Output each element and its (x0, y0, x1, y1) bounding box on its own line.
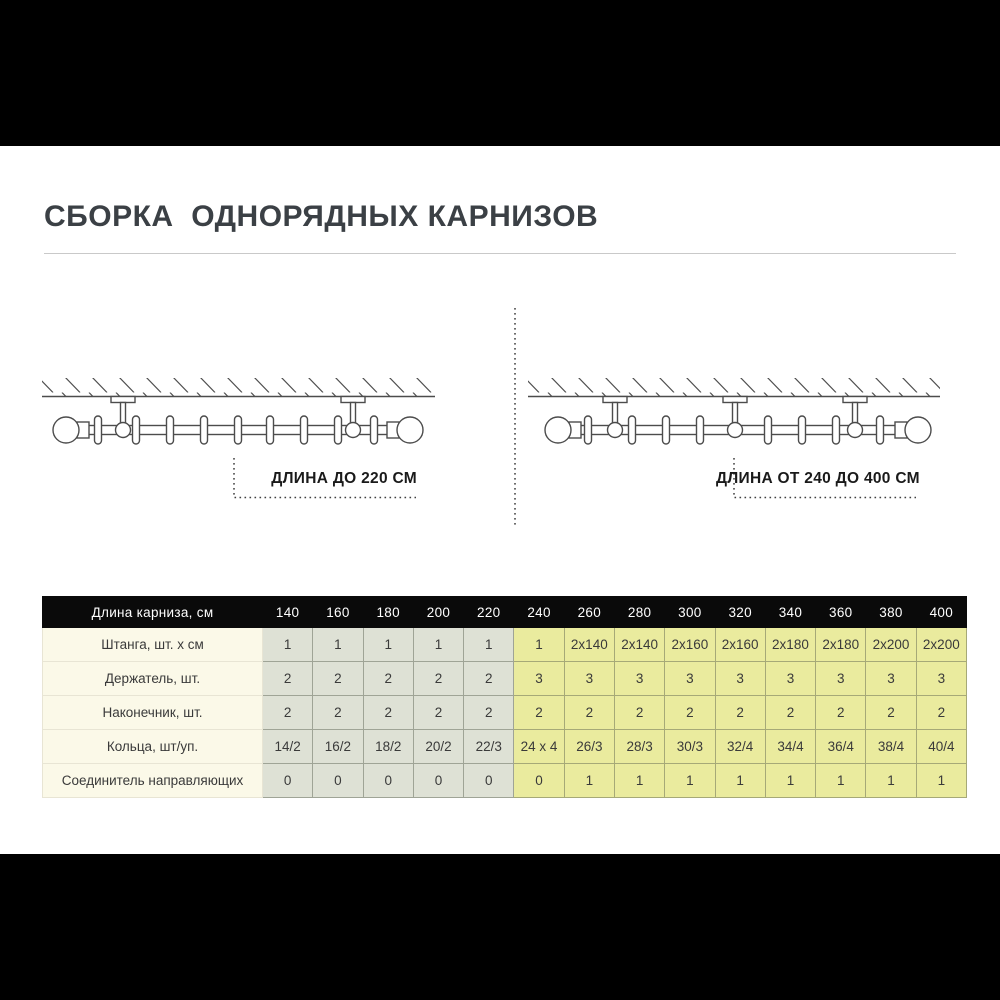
table-cell: 1 (916, 764, 966, 798)
table-cell: 2 (464, 696, 514, 730)
table-cell: 0 (514, 764, 564, 798)
table-cell: 3 (816, 662, 866, 696)
ring (201, 416, 208, 444)
table-cell: 2x160 (665, 628, 715, 662)
column-header: 360 (816, 597, 866, 628)
row-label: Кольца, шт/уп. (43, 730, 263, 764)
table-cell: 1 (715, 764, 765, 798)
row-label: Держатель, шт. (43, 662, 263, 696)
table-cell: 0 (363, 764, 413, 798)
ring (371, 416, 378, 444)
table-cell: 26/3 (564, 730, 614, 764)
column-header: 300 (665, 597, 715, 628)
table-cell: 2x180 (816, 628, 866, 662)
table-cell: 0 (413, 764, 463, 798)
table-cell: 2x200 (866, 628, 916, 662)
table-header-label: Длина карниза, см (43, 597, 263, 628)
table-cell: 40/4 (916, 730, 966, 764)
table-cell: 28/3 (614, 730, 664, 764)
ring (799, 416, 806, 444)
table-cell: 2x160 (715, 628, 765, 662)
table-cell: 16/2 (313, 730, 363, 764)
ring (235, 416, 242, 444)
table-row (43, 730, 967, 764)
table-cell: 2 (614, 696, 664, 730)
table-cell: 36/4 (816, 730, 866, 764)
table-row (43, 662, 967, 696)
table-cell: 38/4 (866, 730, 916, 764)
table-cell: 0 (464, 764, 514, 798)
table-cell: 2 (413, 696, 463, 730)
ring (629, 416, 636, 444)
finial-left (53, 417, 89, 443)
table-cell: 2 (514, 696, 564, 730)
column-header: 160 (313, 597, 363, 628)
table-cell: 1 (313, 628, 363, 662)
ring (95, 416, 102, 444)
column-header: 260 (564, 597, 614, 628)
table-row (43, 628, 967, 662)
table-cell: 2 (816, 696, 866, 730)
table-cell: 2 (263, 696, 313, 730)
table-cell: 3 (665, 662, 715, 696)
ring (133, 416, 140, 444)
table-cell: 1 (514, 628, 564, 662)
column-header: 140 (263, 597, 313, 628)
table-cell: 30/3 (665, 730, 715, 764)
table-cell: 1 (363, 628, 413, 662)
table-cell: 2 (313, 696, 363, 730)
column-header: 380 (866, 597, 916, 628)
table-cell: 2x180 (765, 628, 815, 662)
finial-left (545, 417, 581, 443)
ring (663, 416, 670, 444)
table-cell: 3 (514, 662, 564, 696)
table-cell: 1 (614, 764, 664, 798)
ring (267, 416, 274, 444)
table-cell: 2 (916, 696, 966, 730)
caption-length-long: ДЛИНА ОТ 240 ДО 400 СМ (716, 470, 920, 487)
table-cell: 3 (916, 662, 966, 696)
page-title: СБОРКА ОДНОРЯДНЫХ КАРНИЗОВ (44, 200, 599, 233)
table-cell: 3 (715, 662, 765, 696)
bottom-black-bar (0, 854, 1000, 1000)
table-cell: 3 (866, 662, 916, 696)
table-cell: 2 (866, 696, 916, 730)
column-header: 240 (514, 597, 564, 628)
row-label: Соединитель направляющих (43, 764, 263, 798)
ceiling-hatching (528, 378, 940, 397)
table-cell: 2 (313, 662, 363, 696)
ring (765, 416, 772, 444)
column-header: 220 (464, 597, 514, 628)
table-cell: 2 (765, 696, 815, 730)
table-cell: 3 (614, 662, 664, 696)
table-cell: 14/2 (263, 730, 313, 764)
table-cell: 3 (765, 662, 815, 696)
table-cell: 2 (715, 696, 765, 730)
table-cell: 2 (413, 662, 463, 696)
ring (585, 416, 592, 444)
table-cell: 1 (816, 764, 866, 798)
ring (167, 416, 174, 444)
table-cell: 1 (464, 628, 514, 662)
table-header-row (43, 597, 967, 628)
ring (301, 416, 308, 444)
title-divider (44, 253, 956, 254)
caption-length-short: ДЛИНА ДО 220 СМ (271, 470, 417, 487)
table-cell: 2 (363, 662, 413, 696)
assembly-diagrams (30, 300, 970, 540)
table-cell: 2x200 (916, 628, 966, 662)
table-cell: 20/2 (413, 730, 463, 764)
table-cell: 2x140 (564, 628, 614, 662)
table-cell: 2 (363, 696, 413, 730)
table-cell: 1 (665, 764, 715, 798)
table-cell: 22/3 (464, 730, 514, 764)
finial-right (895, 417, 931, 443)
table-cell: 2 (464, 662, 514, 696)
column-header: 180 (363, 597, 413, 628)
parts-table-wrap (42, 596, 967, 798)
table-cell: 1 (263, 628, 313, 662)
row-label: Штанга, шт. х см (43, 628, 263, 662)
table-cell: 0 (313, 764, 363, 798)
table-cell: 32/4 (715, 730, 765, 764)
top-black-bar (0, 0, 1000, 146)
column-header: 280 (614, 597, 664, 628)
ring (833, 416, 840, 444)
table-row (43, 696, 967, 730)
column-header: 340 (765, 597, 815, 628)
ceiling-hatching (42, 378, 435, 397)
table-cell: 34/4 (765, 730, 815, 764)
table-cell: 2 (665, 696, 715, 730)
table-cell: 1 (866, 764, 916, 798)
table-cell: 3 (564, 662, 614, 696)
table-cell: 1 (765, 764, 815, 798)
parts-table (42, 596, 967, 798)
table-cell: 1 (564, 764, 614, 798)
row-label: Наконечник, шт. (43, 696, 263, 730)
ring (335, 416, 342, 444)
table-cell: 24 x 4 (514, 730, 564, 764)
ring (877, 416, 884, 444)
table-row (43, 764, 967, 798)
column-header: 320 (715, 597, 765, 628)
table-cell: 2x140 (614, 628, 664, 662)
table-cell: 2 (263, 662, 313, 696)
column-header: 200 (413, 597, 463, 628)
finial-right (387, 417, 423, 443)
column-header: 400 (916, 597, 966, 628)
table-cell: 18/2 (363, 730, 413, 764)
table-cell: 2 (564, 696, 614, 730)
table-cell: 0 (263, 764, 313, 798)
ring (697, 416, 704, 444)
table-cell: 1 (413, 628, 463, 662)
